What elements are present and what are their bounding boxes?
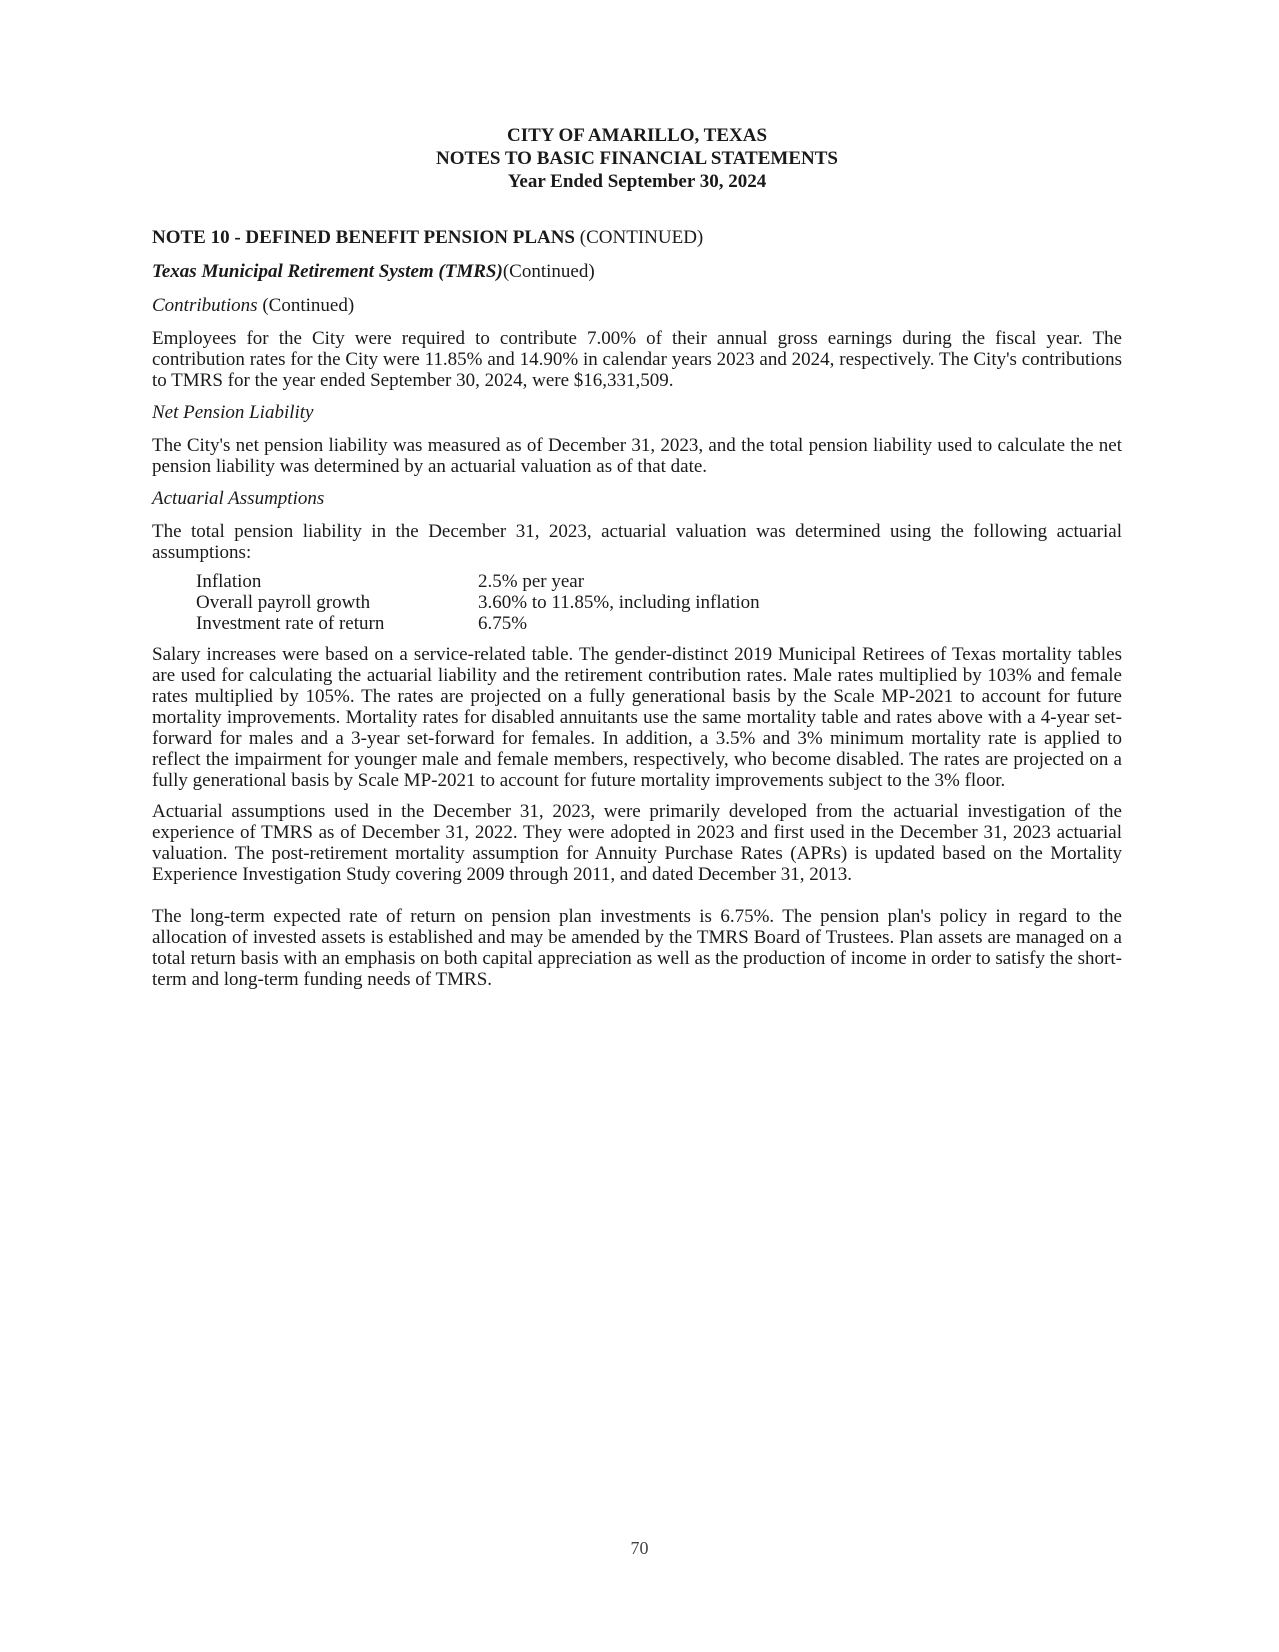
assumptions-used-paragraph: Actuarial assumptions used in the December 31, 2023, were primarily developed from the actuarial investigation of the experience of TMRS as of December 31, 2022. They were adopted in 2023 and first used in the December 31, 2023 actuarial valuation. The post-retirement mortality assumption for Annuity Purchase Rates (APRs) is updated based on the Mortality Experience Investigation Study covering 2009 through 2011, and dated December 31, 2013. bbox=[152, 801, 1122, 885]
assumption-value: 3.60% to 11.85%, including inflation bbox=[478, 592, 760, 613]
assumption-label: Investment rate of return bbox=[196, 613, 385, 634]
header-entity: CITY OF AMARILLO, TEXAS bbox=[506, 125, 768, 146]
assumption-value: 2.5% per year bbox=[478, 571, 585, 592]
note-title: NOTE 10 - DEFINED BENEFIT PENSION PLANS bbox=[152, 227, 576, 248]
assumptions-table bbox=[196, 571, 760, 634]
assumption-label: Inflation bbox=[196, 571, 262, 592]
table-row bbox=[196, 613, 760, 634]
net-pension-paragraph: The City's net pension liability was measured as of December 31, 2023, and the total pension liability used to calculate the net pension liability was determined by an actuarial valuation as of that date. bbox=[152, 435, 1122, 477]
header-statement-title: NOTES TO BASIC FINANCIAL STATEMENTS bbox=[436, 148, 838, 169]
contributions-paragraph: Employees for the City were required to contribute 7.00% of their annual gross earnings during the fiscal year. The contribution rates for the City were 11.85% and 14.90% in calendar years 2023 and 2024, respectively. The City's contributions to TMRS for the year ended September 30, 2024, were $16,331,509. bbox=[152, 328, 1122, 391]
system-title-suffix: (Continued) bbox=[502, 261, 595, 282]
table-row bbox=[196, 571, 760, 592]
long-term-return-paragraph: The long-term expected rate of return on pension plan investments is 6.75%. The pension plan's policy in regard to the allocation of invested assets is established and may be amended by the TMRS Board of Trustees. Plan assets are managed on a total return basis with an emphasis on both capital appreciation as well as the production of income in order to satisfy the short-term and long-term funding needs of TMRS. bbox=[152, 906, 1122, 990]
document-header bbox=[152, 124, 1122, 193]
contributions-heading-suffix: (Continued) bbox=[257, 295, 355, 316]
actuarial-intro-paragraph: The total pension liability in the December 31, 2023, actuarial valuation was determined using the following actuarial assumptions: bbox=[152, 521, 1122, 563]
assumption-value: 6.75% bbox=[478, 613, 528, 634]
system-heading bbox=[152, 260, 1122, 284]
net-pension-heading: Net Pension Liability bbox=[152, 402, 314, 423]
contributions-heading bbox=[152, 294, 1122, 318]
table-row bbox=[196, 592, 760, 613]
note-title-suffix: (CONTINUED) bbox=[575, 227, 704, 248]
contributions-heading-text: Contributions bbox=[152, 295, 258, 316]
document-page bbox=[152, 124, 1122, 990]
assumption-label: Overall payroll growth bbox=[196, 592, 371, 613]
header-period: Year Ended September 30, 2024 bbox=[507, 171, 767, 192]
page-number: 70 bbox=[630, 1538, 649, 1558]
salary-mortality-paragraph: Salary increases were based on a service-related table. The gender-distinct 2019 Municipal Retirees of Texas mortality tables are used for calculating the actuarial liability and the retirement contribution rates. Male rates multiplied by 103% and female rates multiplied by 105%. The rates are projected on a fully generational basis by the Scale MP-2021 to account for future mortality improvements. Mortality rates for disabled annuitants use the same mortality table and rates above with a 4-year set-forward for males and a 3-year set-forward for females. In addition, a 3.5% and 3% minimum mortality rate is applied to reflect the impairment for younger male and female members, respectively, who become disabled. The rates are projected on a fully generational basis by Scale MP-2021 to account for future mortality improvements subject to the 3% floor. bbox=[152, 644, 1122, 791]
note-heading bbox=[152, 226, 1122, 250]
actuarial-heading: Actuarial Assumptions bbox=[152, 488, 325, 509]
system-title: Texas Municipal Retirement System (TMRS) bbox=[152, 261, 503, 282]
